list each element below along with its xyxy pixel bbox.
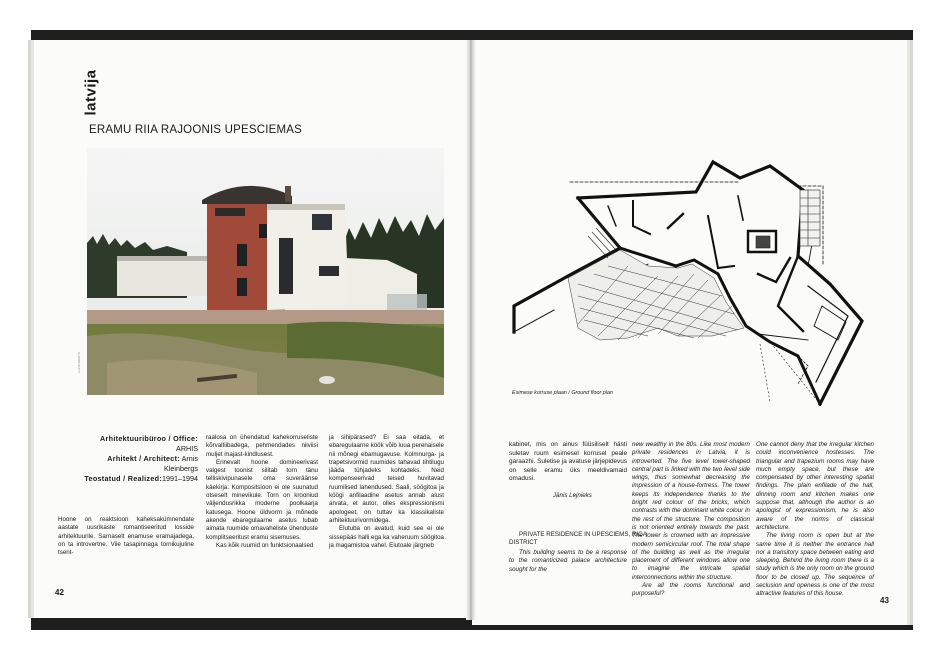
- office-label: Arhitektuuribüroo / Office:: [100, 434, 198, 443]
- english-heading-line-2: DISTRICT: [509, 539, 538, 546]
- author-signature: Jānis Lejnieks: [553, 492, 592, 499]
- article-title: ERAMU RIIA RAJOONIS UPESCIEMAS: [89, 124, 303, 136]
- paragraph: The living room is open but at the same time it is neither the entrance hall nor a transitory space between eating and sleeping. Behind the living room there is a study which is the only room on the ground floor to be closed up. The sequence of seclusion and openess is one of the most attractive features of this house.: [756, 532, 874, 598]
- paragraph: Are all the rooms functional and purposeful?: [632, 582, 750, 598]
- plan-caption: Esimese korruse plaan / Ground floor plan: [512, 390, 613, 396]
- page-number-left: 42: [55, 588, 64, 597]
- architect-value-1: Arnis: [181, 453, 198, 463]
- paragraph: raalosa on ühendatud kahekorruseliste kõrvaltiibadega, pehmendades niiviisi muljet majast-kindlusest.: [206, 434, 318, 458]
- house-photo: [87, 148, 444, 395]
- left-text-column-1: [58, 516, 194, 557]
- realized-label: Teostatud / Realized:: [84, 473, 163, 483]
- project-credits: [58, 434, 198, 484]
- house-photo-image: [87, 148, 444, 395]
- book-gutter: [466, 40, 476, 620]
- paragraph: kabinet, mis on ainus füüsiliselt hästi suletav ruum esimesel korrusel peale garaazhi. Suletise ja avatuse järjepidevus on selle eramu üks meeldivamaid omadusi.: [509, 441, 627, 483]
- right-text-column-1: [509, 441, 627, 484]
- paragraph: Elutuba on avatud, kuid see ei ole sissepääs halli ega ka vaheruum söögitoa ja magamistoa vahel. Elutoale järgneb: [329, 525, 444, 549]
- right-text-column-1-english: [509, 549, 627, 574]
- country-label: latvija: [82, 69, 100, 116]
- photo-credit: LUCIS IMANTS: [77, 351, 81, 373]
- paragraph: new wealthy in the 80s. Like most modern private residences in Latvia, it is introverted. The five level tower-shaped central part is linked with the two level side wings, thus somewhat decreasing the impression of a house-fortress. The tower keeps its independence thanks to the bright red colour of the bricks, which contrasts with the dominant white colour in the rest of the structure. The composition is not oriented entirely towards the past. The tower is crowned with an impressive modern semicircular roof. The total shape of the building as well as the irregular placement of different windows allow one to imagine the intricate spatial interconnections within the structure.: [632, 441, 750, 581]
- office-value: ARHIS: [176, 443, 198, 453]
- floor-plan-drawing: [508, 156, 864, 408]
- realized-value: 1991–1994: [162, 473, 198, 483]
- paragraph: Kas kõik ruumid on funktsionaalsed: [216, 541, 314, 549]
- right-text-column-2: [632, 441, 750, 599]
- left-text-column-2: [206, 434, 318, 550]
- page-number-right: 43: [880, 596, 889, 605]
- english-heading-line-1: PRIVATE RESIDENCE IN UPESCIEMS, RIGA: [519, 531, 648, 538]
- floor-plan-image: [508, 156, 864, 408]
- architect-label: Arhitekt / Architect:: [107, 453, 180, 463]
- paragraph: This building seems to be a response to the romanticized palace architecture sought for the: [509, 549, 627, 573]
- paragraph: Erinevalt hoone domineerivast valgest toonist silitab torn tänu telliskivipunasele oma suveräänse käekirja. Kompositsioon ei ole suunatud otseselt minevikule. Torn on krooniud väljendusrikka moderne poolkaarja katusega. Hoone üldvorm ja mõnede akende ebaregulaarne asetus lubab aimata ruumide omavaheliste ühenduste komplitseeritust eramu sisemuses.: [206, 458, 318, 541]
- right-text-column-3: [756, 441, 874, 599]
- paragraph: One cannot deny that the irregular kitchen could inconvenience hostesses. The triangular and trapezium rooms may have much empty space, but these are compensated by other interesting spatial findings. The plain enfilade of the hall, dinning room and kitchen makes one suppose that, although the author is an apologist of expressionism, he is also aware of the norms of classical architecture.: [756, 441, 874, 531]
- paragraph: Hoone on reaktsioon kaheksakümnendate aastate uusrikaste romantiseeritud losside arhitektuurile. Sarnaselt enamuse eramajadega, on ta introvertne. Viie tasapinnaga tornikujuline tsent-: [58, 516, 194, 557]
- architect-value-2: Kleinbergs: [164, 463, 198, 473]
- paragraph: ja sihipärased? Ei saa eitada, et ebaregulaarne köök võib luua perenaisele nii mõnegi ebamugavuse. Kolmnurga- ja trapetsivormid ruumides tahavad tihtilugu jääda tühjadeks kohtadeks. Neid kompenseerivad teised huvitavad ruumilised lahendused. Saali, söögitoa ja köögi anfilaadine asetus annab alust arvata, et autor, olles ekspressionismi apologeet, on tuttav ka klassikaliste arhitektuurivormidega.: [329, 434, 444, 524]
- left-text-column-3: [329, 434, 444, 550]
